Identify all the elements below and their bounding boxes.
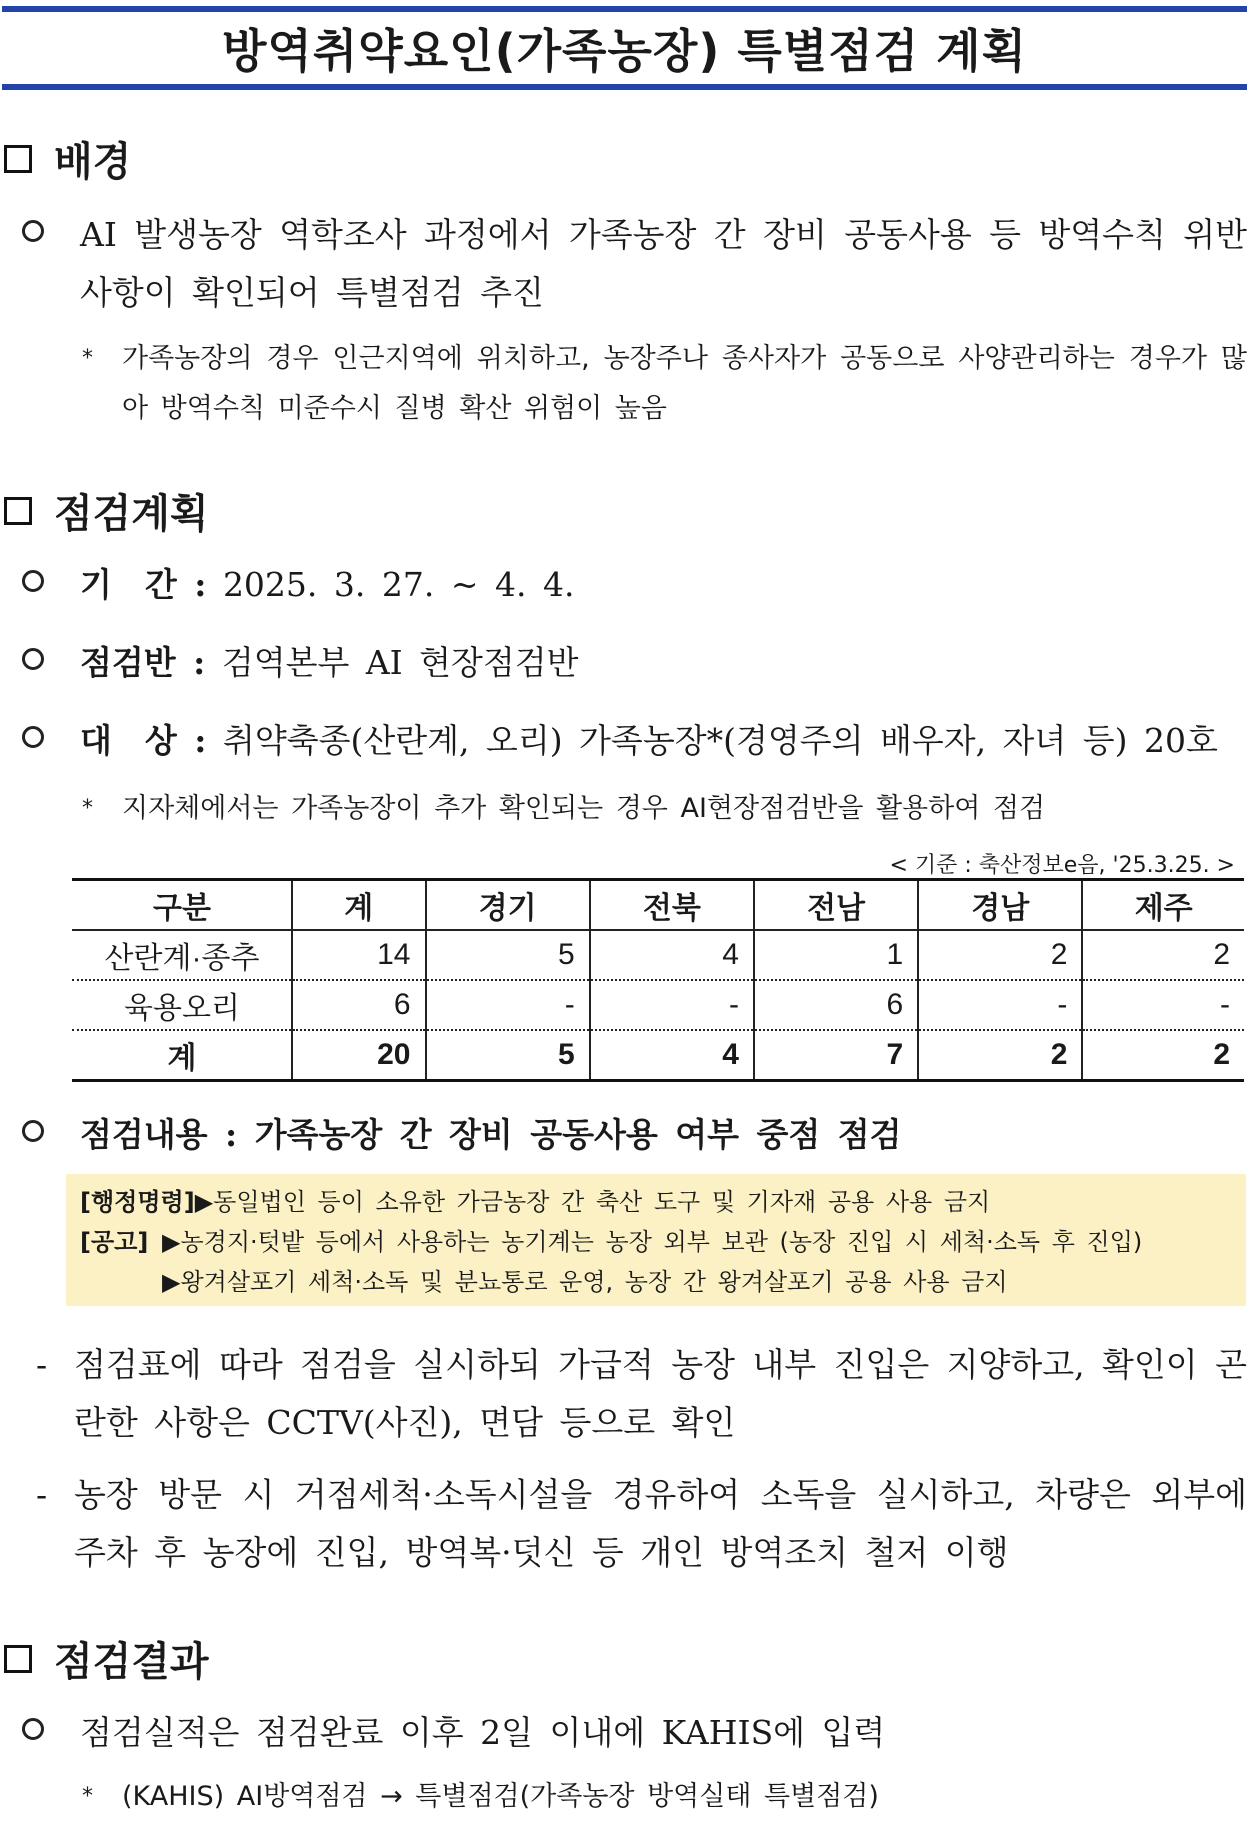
background-note	[82, 334, 1247, 434]
table-cell: -	[918, 980, 1082, 1030]
note-star-icon: *	[82, 1784, 93, 1809]
farm-count-table	[72, 878, 1244, 1082]
dash-bullet: -	[36, 1475, 48, 1514]
team-label: 점검반 :	[80, 643, 206, 682]
dash-item	[36, 1466, 1247, 1582]
title-bar	[2, 6, 1247, 90]
team-value: 검역본부 AI 현장점검반	[221, 643, 579, 682]
table-cell: 2	[918, 930, 1082, 980]
page-title: 방역취약요인(가족농장) 특별점검 계획	[221, 24, 1028, 78]
table-cell: 2	[1082, 1030, 1244, 1081]
result-text: 점검실적은 점검완료 이후 2일 이내에 KAHIS에 입력	[80, 1713, 886, 1752]
dash-item	[36, 1336, 1247, 1452]
notice-text-2: ▶왕겨살포기 세척·소독 및 분뇨통로 운영, 농장 간 왕겨살포기 공용 사용 금지	[162, 1268, 1008, 1296]
table-row	[72, 930, 1244, 980]
circle-bullet-icon	[22, 648, 44, 670]
table-cell: -	[1082, 980, 1244, 1030]
target-note-text: 지자체에서는 가족농장이 추가 확인되는 경우 AI현장점검반을 활용하여 점검	[122, 793, 1046, 824]
admin-order-tag: [행정명령]	[80, 1188, 195, 1216]
section-heading-plan	[4, 482, 209, 539]
content-value: 가족농장 간 장비 공동사용 여부 중점 점검	[254, 1115, 902, 1154]
table-cell: 7	[754, 1030, 918, 1081]
table-header-row	[72, 880, 1244, 931]
target-value: 취약축종(산란계, 오리) 가족농장*(경영주의 배우자, 자녀 등) 20호	[222, 721, 1218, 760]
table-header: 전북	[590, 880, 754, 931]
circle-bullet-icon	[22, 726, 44, 748]
dash-text: 농장 방문 시 거점세척·소독시설을 경유하여 소독을 실시하고, 차량은 외부에 주차 후 농장에 진입, 방역복·덧신 등 개인 방역조치 철저 이행	[74, 1475, 1247, 1572]
dash-text: 점검표에 따라 점검을 실시하되 가급적 농장 내부 진입은 지양하고, 확인이 곤란한 사항은 CCTV(사진), 면담 등으로 확인	[74, 1345, 1247, 1442]
table-header: 전남	[754, 880, 918, 931]
table-cell: 계	[72, 1030, 292, 1081]
table-cell: 2	[1082, 930, 1244, 980]
background-note-text: 가족농장의 경우 인근지역에 위치하고, 농장주나 종사자가 공동으로 사양관리하는 경우가 많아 방역수칙 미준수시 질병 확산 위험이 높음	[122, 343, 1247, 424]
notice-tag: [공고]	[80, 1228, 149, 1256]
table-header: 제주	[1082, 880, 1244, 931]
table-cell: 20	[292, 1030, 426, 1081]
period-item	[22, 556, 1247, 614]
square-bullet-icon	[4, 145, 32, 173]
section-title: 점검결과	[54, 1639, 209, 1685]
section-heading-background	[4, 130, 131, 187]
period-label: 기 간 :	[80, 565, 207, 604]
notice-text-1: ▶농경지·텃밭 등에서 사용하는 농기계는 농장 외부 보관 (농장 진입 시 세척·소독 후 진입)	[162, 1228, 1143, 1256]
result-note-text: (KAHIS) AI방역점검 → 특별점검(가족농장 방역실태 특별점검)	[122, 1781, 879, 1812]
background-item	[22, 206, 1247, 322]
table-cell: 육용오리	[72, 980, 292, 1030]
background-text: AI 발생농장 역학조사 과정에서 가족농장 간 장비 공동사용 등 방역수칙 위반사항이 확인되어 특별점검 추진	[80, 215, 1247, 312]
table-cell: 1	[754, 930, 918, 980]
table-cell: 2	[918, 1030, 1082, 1081]
section-heading-result	[4, 1630, 209, 1687]
content-item	[22, 1106, 1247, 1164]
square-bullet-icon	[4, 1645, 32, 1673]
table-header: 경기	[426, 880, 590, 931]
square-bullet-icon	[4, 497, 32, 525]
result-note	[82, 1772, 1247, 1822]
content-label: 점검내용 :	[80, 1115, 238, 1154]
table-cell: -	[590, 980, 754, 1030]
target-item	[22, 712, 1247, 770]
table-cell: 4	[590, 930, 754, 980]
period-value: 2025. 3. 27. ~ 4. 4.	[222, 565, 575, 604]
circle-bullet-icon	[22, 220, 44, 242]
admin-order-text: ▶동일법인 등이 소유한 가금농장 간 축산 도구 및 기자재 공용 사용 금지	[194, 1188, 991, 1216]
section-title: 점검계획	[54, 491, 209, 537]
table-cell: 5	[426, 1030, 590, 1081]
circle-bullet-icon	[22, 1718, 44, 1740]
table-cell: 6	[292, 980, 426, 1030]
table-row	[72, 980, 1244, 1030]
target-note	[82, 784, 1247, 834]
result-item	[22, 1704, 1247, 1762]
table-header: 구분	[72, 880, 292, 931]
table-cell: 14	[292, 930, 426, 980]
team-item	[22, 634, 1247, 692]
target-label: 대 상 :	[80, 721, 207, 760]
table-cell: 6	[754, 980, 918, 1030]
note-star-icon: *	[82, 796, 93, 821]
circle-bullet-icon	[22, 570, 44, 592]
regulation-box	[66, 1174, 1246, 1306]
table-cell: 5	[426, 930, 590, 980]
table-total-row	[72, 1030, 1244, 1081]
circle-bullet-icon	[22, 1120, 44, 1142]
table-source: < 기준 : 축산정보e음, '25.3.25. >	[889, 853, 1235, 878]
table-header: 계	[292, 880, 426, 931]
table-cell: 산란계·종추	[72, 930, 292, 980]
note-star-icon: *	[82, 346, 93, 371]
section-title: 배경	[54, 139, 132, 185]
table-header: 경남	[918, 880, 1082, 931]
table-cell: 4	[590, 1030, 754, 1081]
dash-bullet: -	[36, 1345, 48, 1384]
table-cell: -	[426, 980, 590, 1030]
